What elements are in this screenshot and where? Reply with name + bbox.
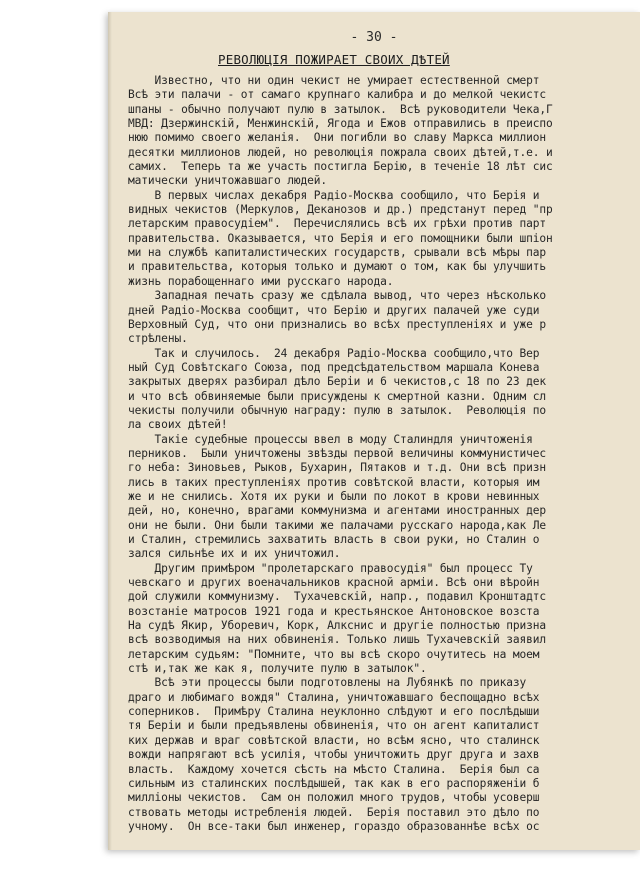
text-line: летарским судьям: "Помните, что вы всѣ скоро очутитесь на моем [128, 647, 540, 661]
body-text [128, 74, 640, 834]
text-line: и Сталин, стремились захватить власть в свои руки, но Сталин о [128, 533, 540, 546]
text-line: власть. Каждому хочется сѣсть на мѣсто Сталина. Берiя был са [128, 762, 540, 776]
text-line: стѣ и,так же как я, получите пулю в затылок". [128, 662, 427, 676]
text-line: самих. Теперь та же участь постигла Берiю, в теченiе 18 лѣт сис [128, 160, 553, 174]
text-line: возстанiе матросов 1921 года и крестьянское Антоновское возста [128, 604, 540, 618]
text-line: десятки миллионов людей, но революцiя пожрала своих дѣтей,т.е. и [128, 145, 553, 159]
text-line: го неба: Зиновьев, Рыков, Бухарин, Пятаков и т.д. Они всѣ призн [128, 461, 547, 475]
text-line: миллiоны чекистов. Сам он положил много трудов, чтобы усоверш [128, 791, 540, 805]
text-line: нюю помимо своего желанiя. Они погибли во славу Маркса миллион [128, 131, 547, 145]
text-line: же и не снились. Хотя их руки и были по локот в крови невинных [128, 489, 540, 503]
text-line: зался сильнѣе их и их уничтожил. [128, 547, 341, 561]
text-line: закрытых дверях разбирал дѣло Берiи и 6 чекистов,с 18 по 23 дек [128, 375, 547, 389]
text-line: ла своих дѣтей! [128, 418, 228, 432]
text-line: Всѣ эти процессы были подготовлены на Лубянкѣ по приказу [128, 676, 527, 690]
text-line: Так и случилось. 24 декабря Радiо-Москва сообщило,что Вер [128, 346, 540, 360]
text-line: Верховный Суд, что они признались во всѣх преступленiях и уже р [128, 317, 547, 331]
text-line: вожди напрягают всѣ усилiя, чтобы уничтожить друг друга и захв [128, 748, 540, 762]
page-edge [108, 12, 112, 850]
text-line: тя Берiи и были предъявлены обвиненiя, что он агент капиталист [128, 719, 540, 733]
text-line: Такiе судебные процессы ввел в моду Сталиндля уничтоженiя [128, 432, 533, 446]
text-line: ких держав и враг совѣтской власти, но всѣм ясно, что сталинск [128, 733, 540, 747]
text-line: ми на службѣ капиталистических государств, срывали всѣ мѣры пар [128, 246, 547, 260]
text-line: чевскаго и других военачальников красной армiи. Всѣ они вѣройн [128, 576, 540, 590]
text-line: Известно, что ни один чекист не умирает естественной смерт [128, 74, 540, 87]
text-line: Западная печать сразу же сдѣлала вывод, что через нѣсколько [128, 289, 547, 303]
text-line: летарским правосудiем". Перечислялись всѣ их грѣхи против парт [128, 217, 547, 231]
document-page [108, 12, 640, 850]
text-line: видных чекистов (Меркулов, Деканозов и др.) предстанут перед "пр [128, 203, 553, 217]
text-line: ствовать методы истребленiя людей. Берiя поставил это дѣло по [128, 805, 540, 819]
text-line: они не были. Они были такими же палачами русскаго народа,как Ле [128, 518, 547, 532]
page-number: - 30 - [350, 30, 398, 45]
text-line: матически уничтожавшаго людей. [128, 174, 328, 188]
text-line: ный Суд Совѣтскаго Союза, под предсѣдательством маршала Конева [128, 360, 540, 374]
text-line: всѣ возводимыя на них обвиненiя. Только лишь Тухачевскiй заявил [128, 633, 547, 647]
text-line: Всѣ эти палачи - от самаго крупнаго калибра и до мелкой чекистс [128, 88, 547, 102]
text-line: жизнь порабощеннаго ими русскаго народа. [128, 274, 394, 288]
text-line: чекисты получили обычную награду: пулю в затылок. Революцiя по [128, 403, 547, 417]
text-line: дей, но, конечно, врагами коммунизма и агентами иностранных дер [128, 504, 547, 518]
text-line: МВД: Дзержинскiй, Менжинскiй, Ягода и Ежов отправились в преиспо [128, 117, 553, 131]
text-line: сильным из сталинских послѣдышей, так как в его распоряженiи б [128, 776, 540, 790]
text-line: шпаны - обычно получают пулю в затылок. Всѣ руководители Чека,Г [128, 102, 553, 116]
text-line: дой служили коммунизму. Тухачевскiй, напр., подавил Кронштадтс [128, 590, 547, 604]
text-line: и что всѣ обвиняемые были присуждены к смертной казни. Одним сл [128, 389, 547, 403]
text-line: На судѣ Якир, Уборевич, Корк, Алкснис и другiе полностью призна [128, 619, 547, 633]
text-line: и правительства, которыя только и думают о том, как бы улучшить [128, 260, 547, 274]
text-line: Другим примѣром "пролетарскаго правосудiя" был процесс Ту [128, 561, 533, 575]
text-line: дней Радiо-Москва сообщит, что Берiю и других палачей уже суди [128, 303, 540, 317]
page-title: РЕВОЛЮЦIЯ ПОЖИРАЕТ СВОИХ ДѢТЕЙ [218, 52, 450, 67]
text-line: учному. Он все-таки был инженер, гораздо образованнѣе всѣх ос [128, 819, 540, 833]
text-line: соперников. Примѣру Сталина неуклонно слѣдуют и его послѣдыши [128, 705, 540, 719]
text-line: драго и любимаго вождя" Сталина, уничтожавшаго беспощадно всѣх [128, 690, 540, 704]
text-line: перников. Были уничтожены звѣзды первой величины коммунистичес [128, 446, 547, 460]
text-line: В первых числах декабря Радiо-Москва сообщило, что Берiя и [128, 188, 540, 202]
text-line: лись в таких преступленiях против совѣтской власти, которыя им [128, 475, 540, 489]
text-line: правительства. Оказывается, что Берiя и его помощники были шпіон [128, 231, 553, 245]
text-line: стрѣлены. [128, 332, 188, 346]
